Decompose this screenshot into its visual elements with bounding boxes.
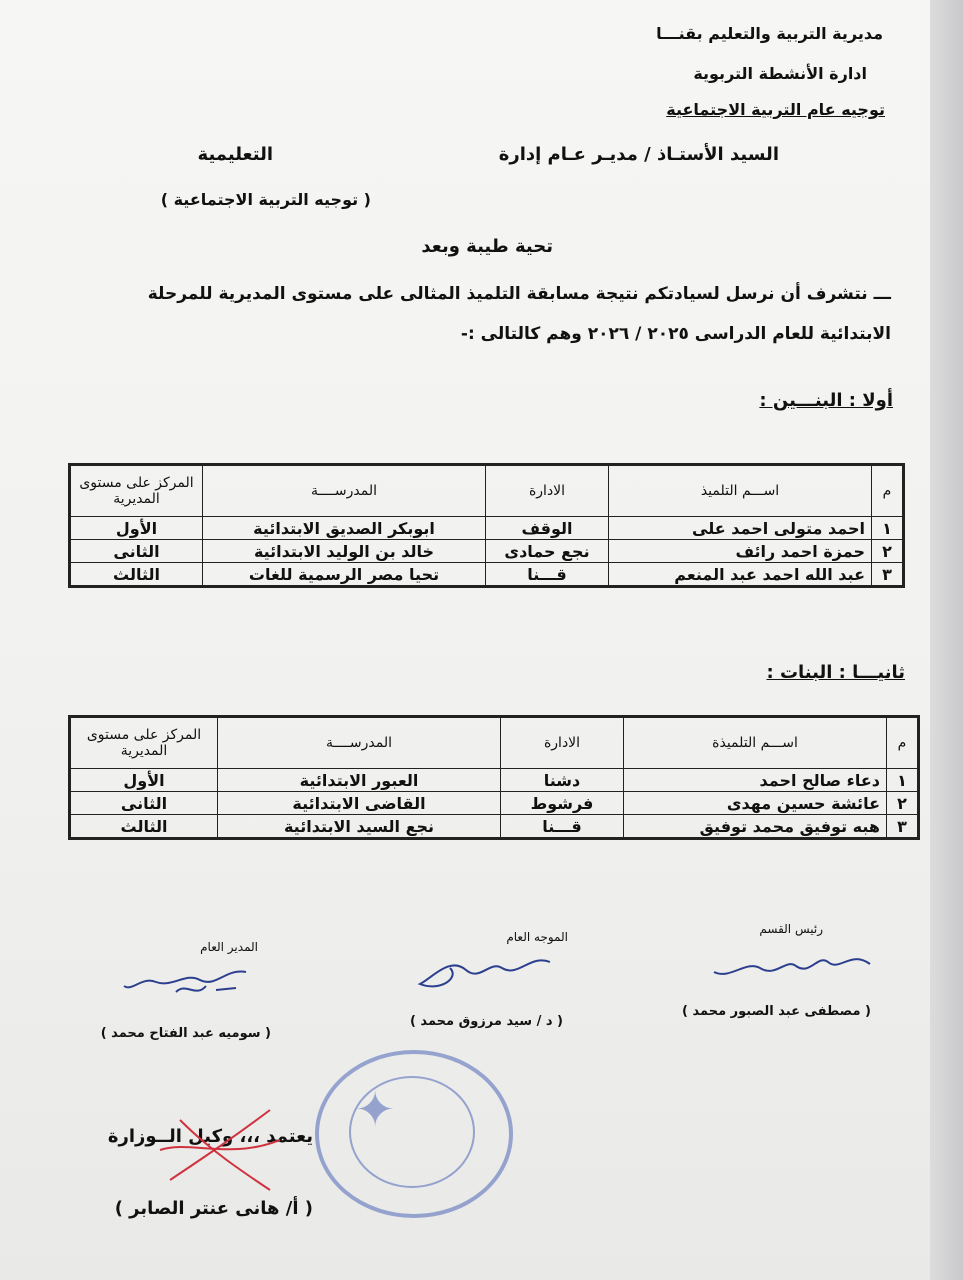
admin-dept: نجع حمادى [486, 540, 609, 563]
school-name: تحيا مصر الرسمية للغات [203, 563, 486, 587]
official-stamp [315, 1050, 513, 1218]
col-rank: المركز على مستوى المديرية [70, 465, 203, 517]
col-school: المدرســــة [203, 465, 486, 517]
rank: الثالث [70, 563, 203, 587]
col-name: اســـم التلميذ [609, 465, 872, 517]
school-name: ابوبكر الصديق الابتدائية [203, 517, 486, 540]
rank: الثانى [70, 792, 218, 815]
boys-section-title: أولا : البنـــين : [759, 390, 893, 411]
student-name: دعاء صالح احمد [624, 769, 887, 792]
eagle-emblem-icon: ✦ [355, 1082, 396, 1138]
director-name: ( سوميه عبد الفتاح محمد ) [100, 1026, 271, 1041]
director-signature [116, 958, 256, 1006]
row-number: ٣ [872, 563, 904, 587]
table-row [70, 517, 904, 540]
supervisor-signature [410, 948, 560, 998]
head-name: ( مصطفى عبد الصبور محمد ) [682, 1004, 871, 1019]
student-name: حمزة احمد رائف [609, 540, 872, 563]
student-name: هبه توفيق محمد توفيق [624, 815, 887, 839]
address-department: ( توجيه التربية الاجتماعية ) [160, 190, 371, 209]
admin-dept: الوقف [486, 517, 609, 540]
row-number: ٢ [887, 792, 919, 815]
row-number: ٣ [887, 815, 919, 839]
director-role: المدير العام [200, 940, 258, 954]
rank: الأول [70, 769, 218, 792]
body-line-2: الابتدائية للعام الدراسى ٢٠٢٥ / ٢٠٢٦ وهم كالتالى :- [460, 324, 891, 344]
school-name: القاضى الابتدائية [218, 792, 501, 815]
student-name: عائشة حسين مهدى [624, 792, 887, 815]
supervisor-name: ( د / سيد مرزوق محمد ) [409, 1014, 563, 1029]
school-name: نجع السيد الابتدائية [218, 815, 501, 839]
girls-section-title: ثانيـــا : البنات : [766, 662, 905, 683]
table-row [70, 815, 919, 839]
table-row [70, 769, 919, 792]
student-name: احمد متولى احمد على [609, 517, 872, 540]
row-number: ٢ [872, 540, 904, 563]
admin-dept: قـــنا [486, 563, 609, 587]
col-school: المدرســــة [218, 717, 501, 769]
rank: الأول [70, 517, 203, 540]
body-line-1: ـــ نتشرف أن نرسل لسيادتكم نتيجة مسابقة التلميذ المثالى على مستوى المديرية للمرحلة [147, 284, 891, 304]
header-social-education: توجيه عام التربية الاجتماعية [666, 100, 885, 119]
row-number: ١ [872, 517, 904, 540]
col-dept: الادارة [486, 465, 609, 517]
admin-dept: دشنا [501, 769, 624, 792]
head-signature [700, 942, 880, 992]
student-name: عبد الله احمد عبد المنعم [609, 563, 872, 587]
supervisor-role: الموجه العام [506, 930, 568, 944]
rank: الثانى [70, 540, 203, 563]
page-edge [930, 0, 963, 1280]
admin-dept: فرشوط [501, 792, 624, 815]
rank: الثالث [70, 815, 218, 839]
col-dept: الادارة [501, 717, 624, 769]
table-row [70, 563, 904, 587]
table-row [70, 792, 919, 815]
col-m: م [872, 465, 904, 517]
admin-dept: قـــنا [501, 815, 624, 839]
address-recipient: السيد الأستـاذ / مديـر عـام إدارة [498, 144, 779, 165]
approval-line: يعتمد ،،، وكيل الــوزارة [107, 1126, 313, 1147]
row-number: ١ [887, 769, 919, 792]
address-recipient-end: التعليمية [197, 144, 273, 165]
header-activities-admin: ادارة الأنشطة التربوية [693, 64, 867, 83]
header-directorate: مديرية التربية والتعليم بقنـــا [656, 24, 883, 43]
girls-results-table [68, 715, 920, 840]
head-role: رئيس القسم [759, 922, 823, 936]
table-row [70, 540, 904, 563]
school-name: خالد بن الوليد الابتدائية [203, 540, 486, 563]
boys-results-table [68, 463, 905, 588]
col-m: م [887, 717, 919, 769]
col-name: اســـم التلميذة [624, 717, 887, 769]
school-name: العبور الابتدائية [218, 769, 501, 792]
undersecretary-signature [150, 1100, 290, 1200]
col-rank: المركز على مستوى المديرية [70, 717, 218, 769]
greeting: تحية طيبة وبعد [421, 236, 553, 257]
undersecretary-name: ( أ/ هانى عنتر الصابر ) [114, 1198, 313, 1219]
